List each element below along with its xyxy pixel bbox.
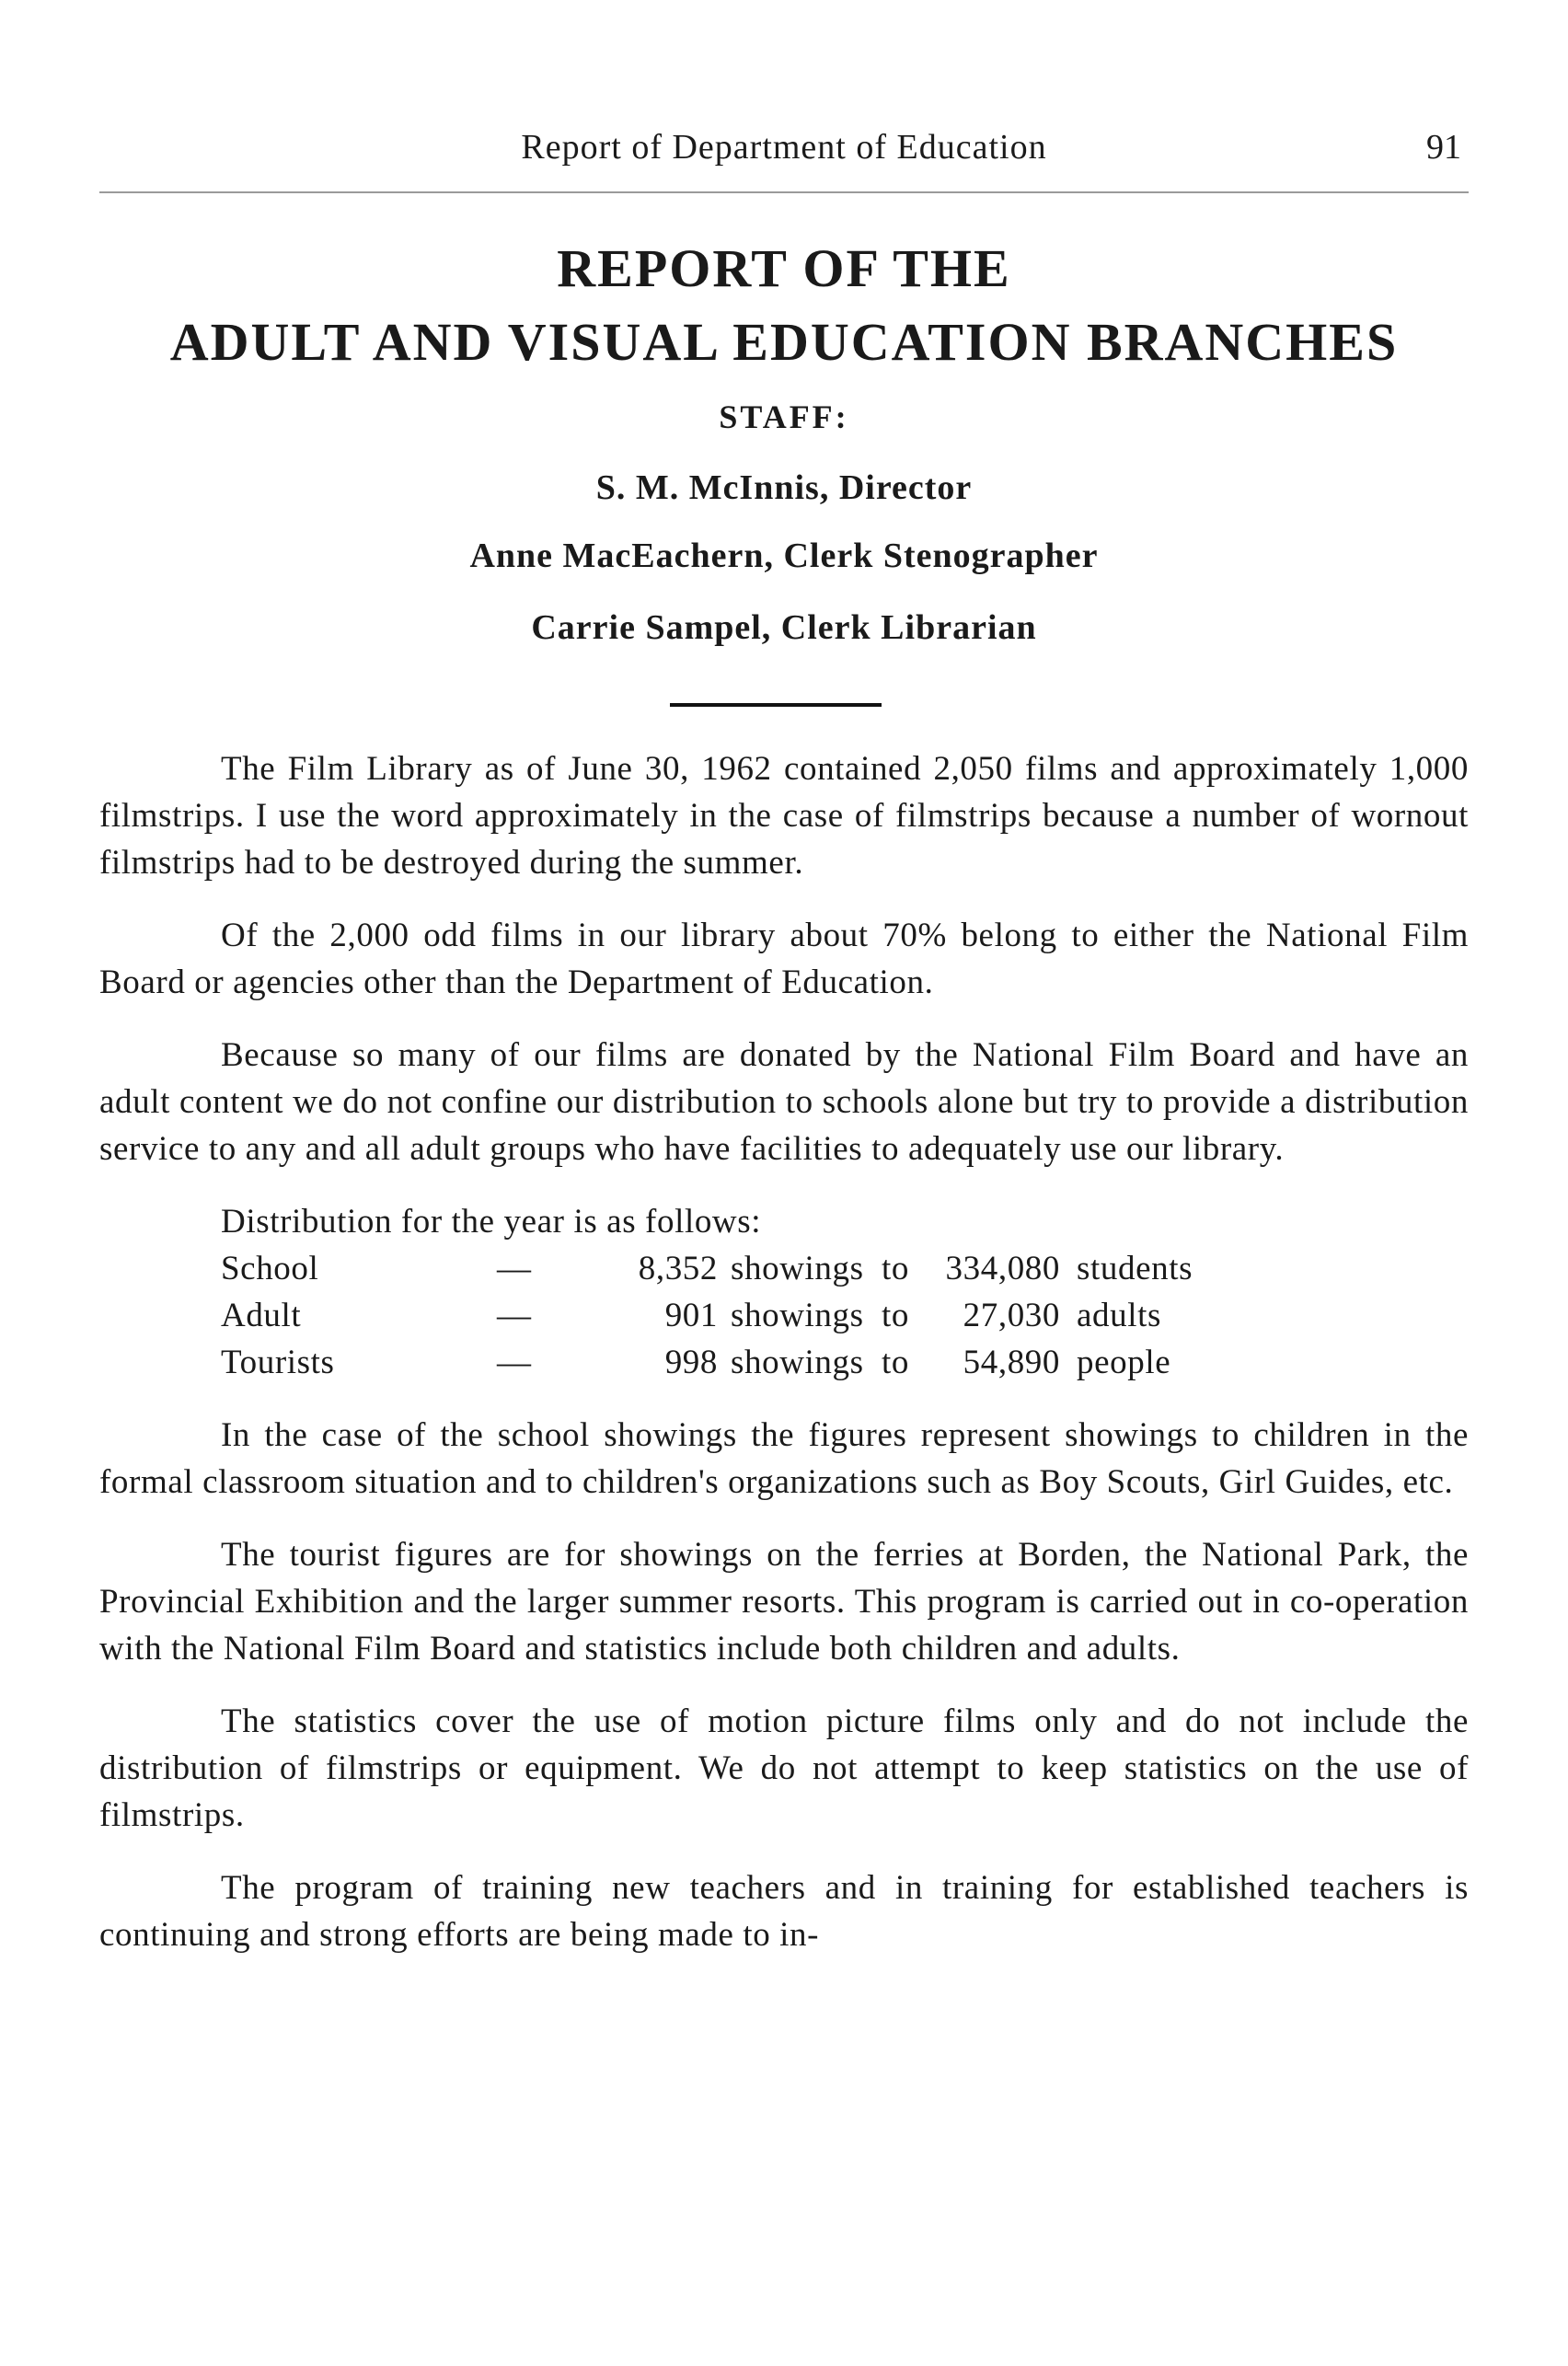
row-count: 54,890 [963, 1344, 1060, 1381]
paragraph: In the case of the school showings the figures represent showings to children in the formal classroom situation and to children's organizations such as Boy Scouts, Girl Guides, etc. [99, 1416, 1469, 1501]
row-unit: people [1077, 1344, 1171, 1381]
row-count: 334,080 [945, 1250, 1060, 1287]
staff-member: Anne MacEachern, Clerk Stenographer [469, 537, 1099, 575]
report-title-line-2: ADULT AND VISUAL EDUCATION BRANCHES [169, 312, 1399, 372]
row-unit: adults [1077, 1297, 1161, 1334]
row-showings-label: showings [731, 1250, 864, 1287]
paragraph: The statistics cover the use of motion picture films only and do not include the distribution of filmstrips or equipment. We do not attempt to keep statistics on the use of filmstrips. [99, 1702, 1469, 1834]
row-to: to [882, 1344, 909, 1381]
row-dash: — [497, 1297, 532, 1334]
staff-member: Carrie Sampel, Clerk Librarian [531, 608, 1037, 647]
table-row [221, 1339, 1469, 1386]
row-category: Tourists [221, 1344, 335, 1381]
table-row [221, 1292, 1469, 1339]
row-unit: students [1077, 1250, 1193, 1287]
row-showings: 901 [664, 1297, 718, 1334]
row-showings: 998 [664, 1344, 718, 1381]
row-to: to [882, 1250, 909, 1287]
paragraph: The Film Library as of June 30, 1962 contained 2,050 films and approximately 1,000 filmstrips. I use the word approximately in the case of filmstrips because a number of wornout filmstrips had to be destroyed during the summer. [99, 750, 1469, 882]
staff-member: S. M. McInnis, Director [595, 468, 973, 507]
row-showings-label: showings [731, 1344, 864, 1381]
report-body [99, 745, 1469, 1984]
row-to: to [882, 1297, 909, 1334]
paragraph: The tourist figures are for showings on the ferries at Borden, the National Park, the Provincial Exhibition and the larger summer resorts. This program is carried out in co-operation with the National Film Board and statistics include both children and adults. [99, 1536, 1469, 1668]
distribution-table [221, 1198, 1469, 1386]
distribution-intro: Distribution for the year is as follows: [221, 1203, 762, 1241]
paragraph: Because so many of our films are donated by the National Film Board and have an adult content we do not confine our distribution to schools alone but try to provide a distribution service to any and all adult groups who have facilities to adequately use our library. [99, 1036, 1469, 1168]
row-showings: 8,352 [638, 1250, 718, 1287]
row-showings-label: showings [731, 1297, 864, 1334]
running-title: Report of Department of Education [521, 128, 1047, 167]
row-dash: — [497, 1250, 532, 1287]
report-title-line-1: REPORT OF THE [557, 238, 1011, 298]
section-divider [670, 703, 882, 707]
running-header [99, 127, 1469, 182]
header-rule [99, 191, 1469, 193]
staff-label: STAFF: [719, 398, 849, 435]
page-number: 91 [1426, 128, 1461, 167]
paragraph: Of the 2,000 odd films in our library about 70% belong to either the National Film Board or agencies other than the Department of Education. [99, 917, 1469, 1001]
row-category: School [221, 1250, 319, 1287]
paragraph: The program of training new teachers and in training for established teachers is continuing and strong efforts are being made to in- [99, 1869, 1469, 1954]
table-row [221, 1245, 1469, 1292]
row-category: Adult [221, 1297, 302, 1334]
row-count: 27,030 [963, 1297, 1060, 1334]
row-dash: — [497, 1344, 532, 1381]
